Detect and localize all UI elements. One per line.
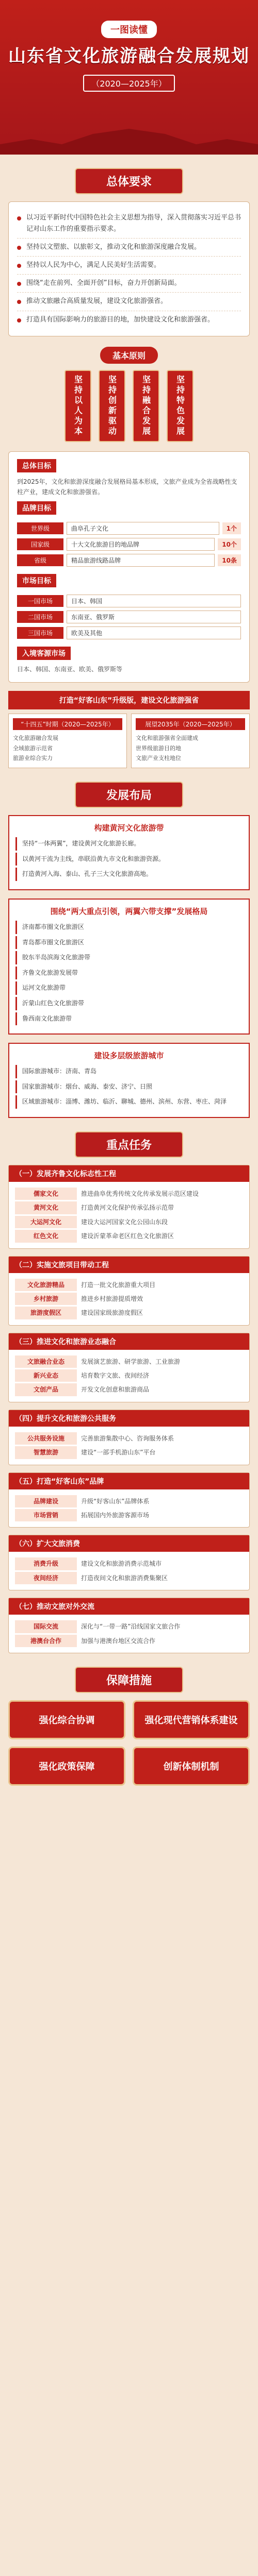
brand-row: 省级 精品旅游线路品牌 10条	[17, 554, 241, 567]
period-col-2: 展望2035年（2020—2025年） 文化和旅游强省全面建成 世界级旅游目的地 文旅产业支柱地位	[131, 714, 250, 768]
section-title-overall: 总体要求	[75, 168, 183, 194]
section-title-tasks: 重点任务	[75, 1131, 183, 1158]
list-item: 打造具有国际影响力的旅游目的地，加快建设文化和旅游强省。	[17, 311, 241, 329]
principle-pillar: 坚持特色发展	[167, 370, 194, 442]
guarantee-item: 强化现代营销体系建设	[133, 1700, 250, 1739]
tasks-list	[0, 1165, 258, 1653]
plan-years: （2020—2025年）	[83, 75, 174, 92]
task-card: （六）扩大文旅消费 消费升级 建设文化和旅游消费示范城市 夜间经济 打造夜间文化和旅游消费集聚区	[8, 1535, 250, 1590]
hero-banner	[0, 0, 258, 155]
hero-mark: 一图读懂	[101, 21, 157, 38]
brand-goal-label: 品牌目标	[17, 501, 56, 515]
market-row: 一国市场 日本、韩国	[17, 595, 241, 607]
brand-row: 国家级 十大文化旅游目的地品牌 10个	[17, 538, 241, 551]
overall-card	[8, 201, 250, 336]
guarantee-item: 强化政策保障	[8, 1747, 125, 1786]
period-col-1: “十四五”时期（2020—2025年） 文化旅游融合发展 全域旅游示范省 旅游业综合实力	[8, 714, 127, 768]
market-goal-label: 市场目标	[17, 574, 56, 587]
task-card: （三）推进文化和旅游业态融合 文旅融合业态 发展演艺旅游、研学旅游、工业旅游 新兴业态 培育数字文旅、夜间经济 文创产品 开发文化创意和旅游商品	[8, 1333, 250, 1402]
principle-pillar: 坚持融合发展	[133, 370, 159, 442]
task-card: （一）发展齐鲁文化标志性工程 儒家文化 推进曲阜优秀传统文化传承发展示范区建设 黄河文化 打造黄河文化保护传承弘扬示范带 大运河文化 建设大运河国家文化公园山东段 红色文化 建设沂蒙革命老区红色文化旅游区	[8, 1165, 250, 1249]
total-goal-text: 到2025年，文化和旅游深度融合发展格局基本形成，文旅产业成为全省战略性支柱产业，建成文化和旅游强省。	[17, 478, 237, 496]
cities-box: 建设多层级旅游城市 国际旅游城市：济南、青岛 国家旅游城市：烟台、威海、泰安、济宁、日照 区域旅游城市：淄博、潍坊、临沂、聊城、德州、滨州、东营、枣庄、菏泽	[8, 1043, 250, 1118]
section-title-guarantee: 保障措施	[75, 1667, 183, 1693]
principles-pillars	[8, 370, 250, 442]
task-card: （四）提升文化和旅游公共服务 公共服务设施 完善旅游集散中心、咨询服务体系 智慧旅游 建设“一部手机游山东”平台	[8, 1410, 250, 1465]
principle-pillar: 坚持以人为本	[64, 370, 91, 442]
total-goal-label: 总体目标	[17, 459, 56, 472]
brand-row: 世界级 曲阜孔子文化 1个	[17, 522, 241, 535]
slogan-band: 打造“好客山东”升级版，建设文化旅游强省	[8, 691, 250, 709]
principles-heading: 基本原则	[0, 347, 258, 364]
list-item: 坚持以人民为中心，满足人民美好生活需要。	[17, 257, 241, 275]
guarantee-item: 强化综合协调	[8, 1700, 125, 1739]
two-wings-box: 围绕“两大重点引领，两翼六带支撑”发展格局 济南都市圈文化旅游区 青岛都市圈文化旅游区 胶东半岛滨海文化旅游带 齐鲁文化旅游发展带 运河文化旅游带 沂蒙山红色文化旅游带 鲁西南文化旅游带	[8, 899, 250, 1035]
list-item: 坚持以文塑旅、以旅彰文，推动文化和旅游深度融合发展。	[17, 239, 241, 257]
guarantee-item: 创新体制机制	[133, 1747, 250, 1786]
goals-card	[8, 451, 250, 683]
list-item: 围绕“走在前列、全面开创”目标，奋力开创新局面。	[17, 275, 241, 293]
guarantee-grid	[8, 1700, 250, 1786]
task-card: （五）打造“好客山东”品牌 品牌建设 升级“好客山东”品牌体系 市场营销 拓展国内外旅游客源市场	[8, 1472, 250, 1528]
task-card: （二）实施文旅项目带动工程 文化旅游精品 打造一批文化旅游重大项目 乡村旅游 推进乡村旅游提质增效 旅游度假区 建设国家级旅游度假区	[8, 1256, 250, 1326]
yellow-river-box: 构建黄河文化旅游带 坚持“一体两翼”，建设黄河文化旅游长廊。 以黄河干流为主线，串联沿黄九市文化和旅游资源。 打造黄河入海、泰山、孔子三大文化旅游高地。	[8, 815, 250, 890]
task-card: （七）推动文旅对外交流 国际交流 深化与“一带一路”沿线国家文旅合作 港澳台合作 加强与港澳台地区交流合作	[8, 1598, 250, 1653]
period-columns	[8, 714, 250, 768]
entry-market-text: 日本、韩国、东南亚、欧美、俄罗斯等	[17, 666, 123, 673]
list-item: 推动文旅融合高质量发展，建设文化旅游强省。	[17, 293, 241, 311]
page-title: 山东省文化旅游融合发展规划	[8, 46, 250, 66]
section-title-layout: 发展布局	[75, 782, 183, 808]
temple-roof-icon	[0, 118, 258, 155]
list-item: 以习近平新时代中国特色社会主义思想为指导，深入贯彻落实习近平总书记对山东工作的重要指示要求。	[17, 209, 241, 239]
market-row: 二国市场 东南亚、俄罗斯	[17, 611, 241, 623]
market-row: 三国市场 欧美及其他	[17, 626, 241, 639]
principle-pillar: 坚持创新驱动	[99, 370, 125, 442]
entry-market-label: 入境客源市场	[17, 647, 71, 660]
